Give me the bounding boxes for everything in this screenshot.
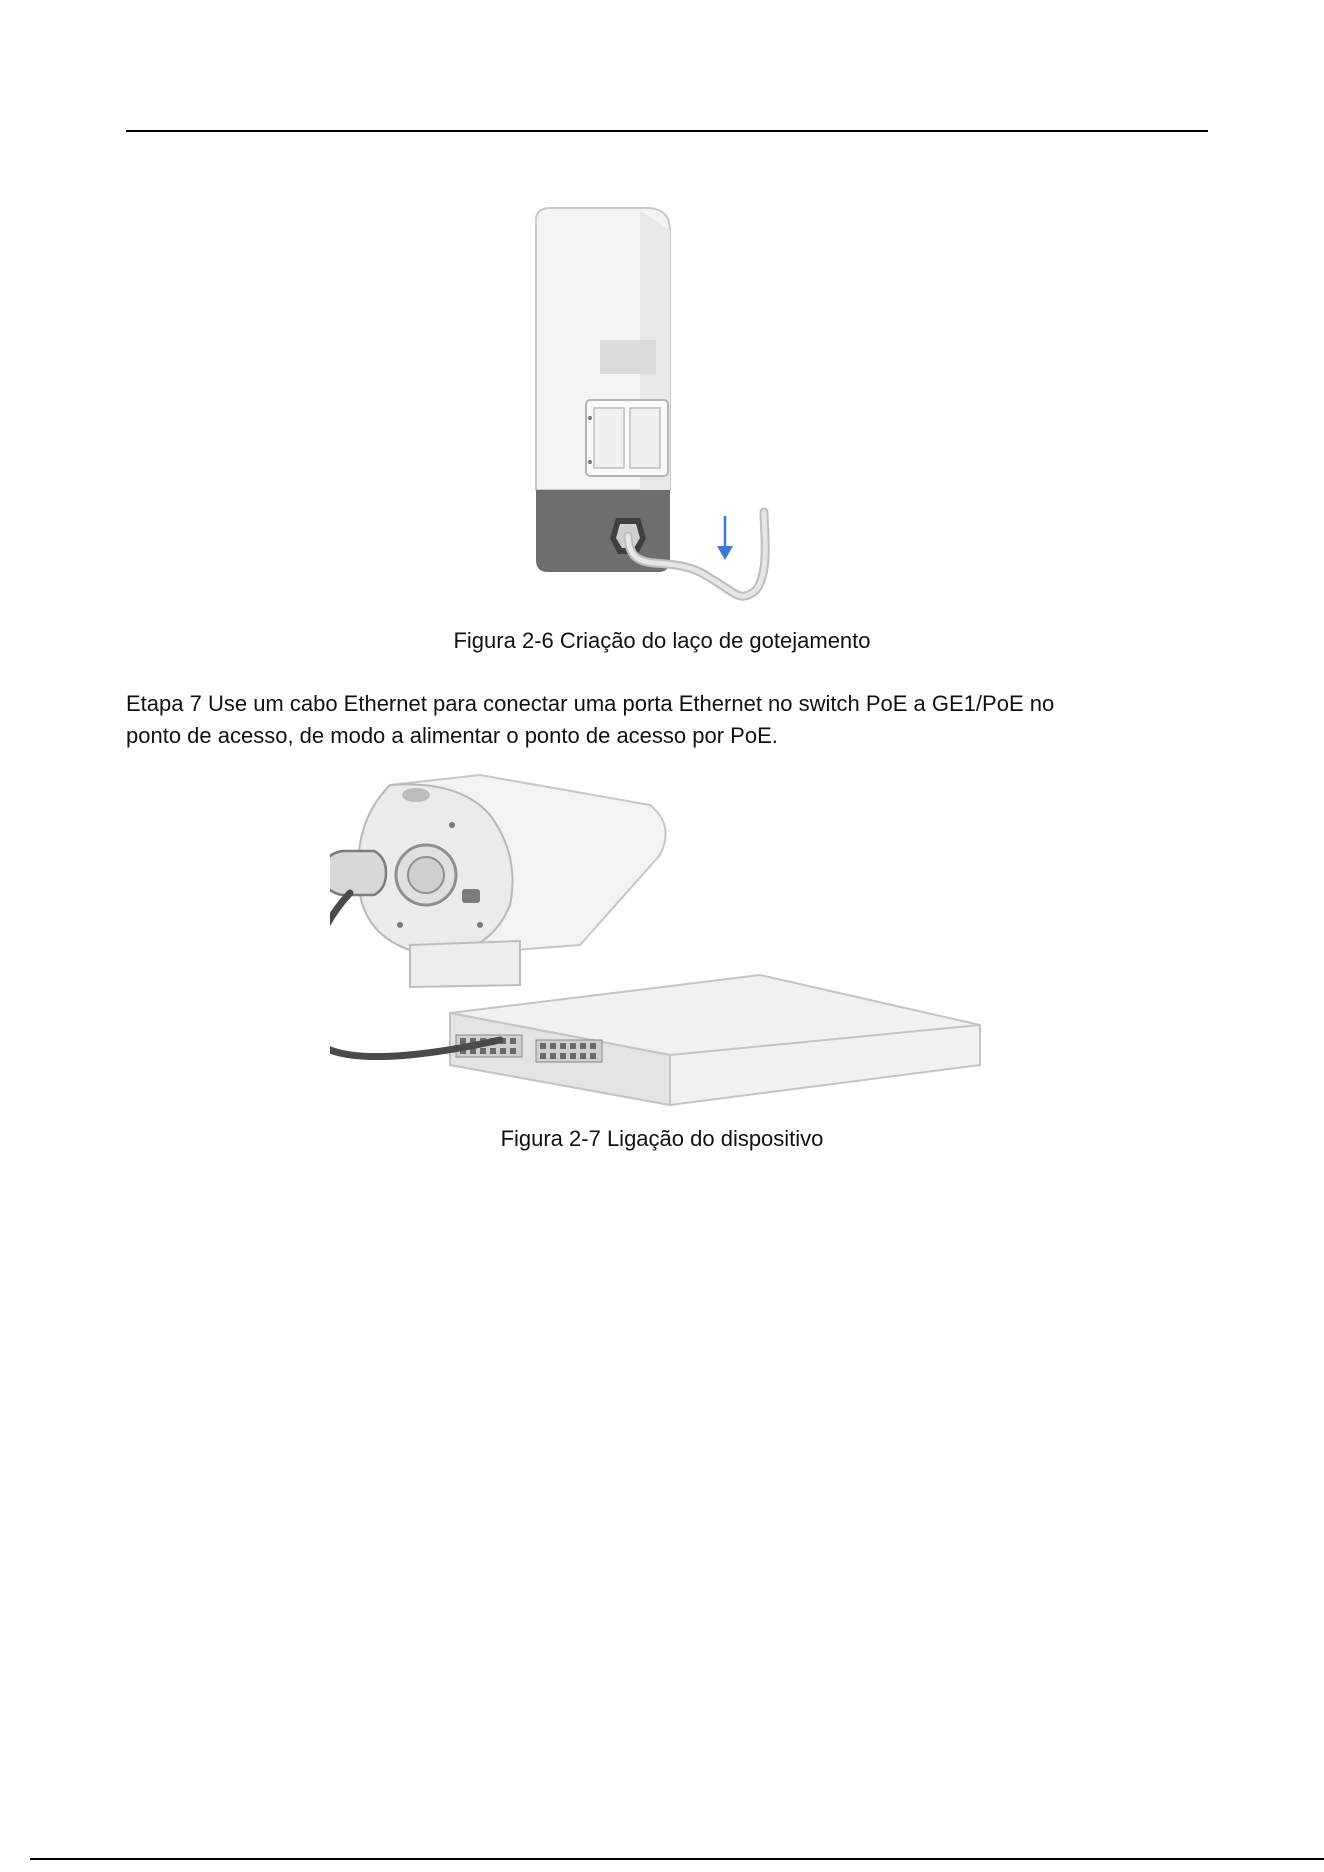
- step-text-line: Etapa 7 Use um cabo Ethernet para conectar uma porta Ethernet no switch PoE a GE1/PoE no: [126, 691, 1055, 716]
- step-text-line: ponto de acesso, de modo a alimentar o ponto de acesso por PoE.: [126, 723, 778, 748]
- drip-loop-figure: [520, 200, 820, 610]
- device-connection-figure: [330, 765, 1010, 1125]
- device-connection-illustration: [330, 765, 1010, 1125]
- header-rule: [126, 130, 1208, 132]
- figure-caption: Figura 2-7 Ligação do dispositivo: [500, 1126, 824, 1151]
- figure-caption: Figura 2-6 Criação do laço de gotejamento: [453, 628, 871, 653]
- step-instruction: [126, 688, 1208, 752]
- footer-rule: [30, 1858, 1324, 1860]
- drip-loop-illustration: [520, 200, 820, 610]
- label-plate: [600, 340, 656, 374]
